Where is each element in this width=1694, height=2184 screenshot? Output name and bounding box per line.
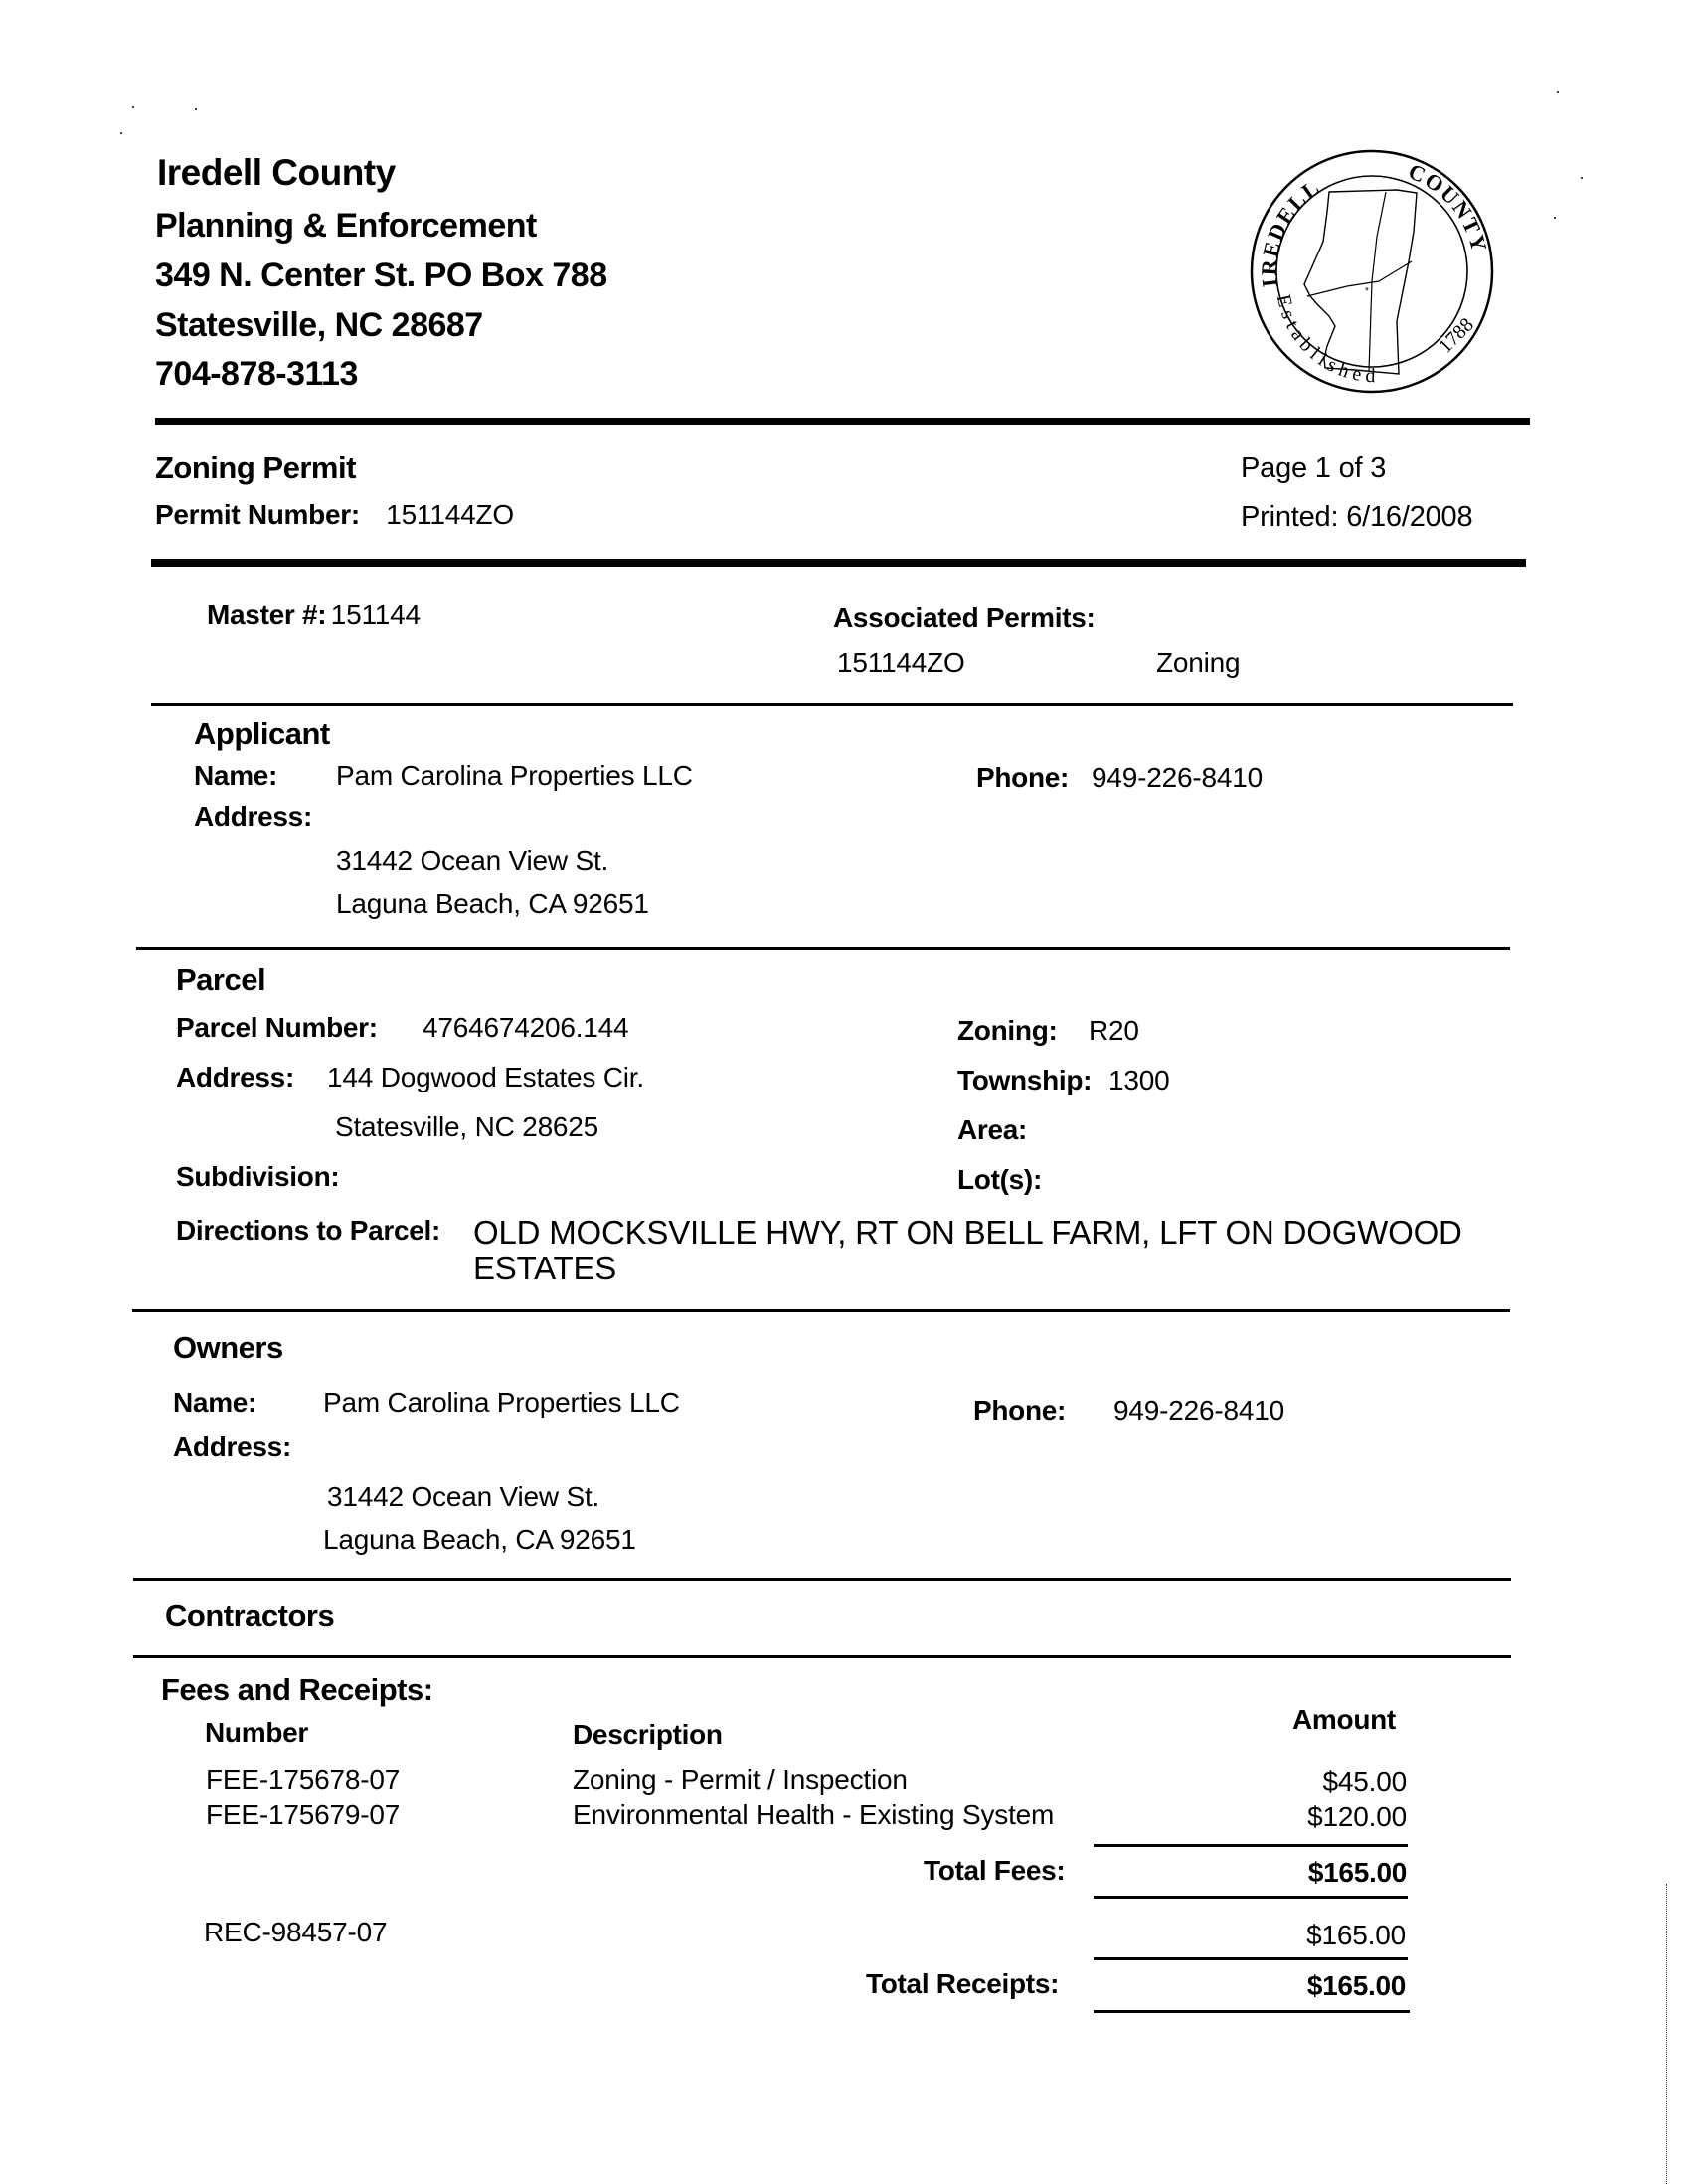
fee-row-number: FEE-175678-07 [206, 1764, 401, 1795]
org-street: 349 N. Center St. PO Box 788 [155, 256, 607, 294]
parcel-address-line2: Statesville, NC 28625 [335, 1111, 599, 1142]
total-receipts-value: $165.00 [1306, 1970, 1406, 2001]
parcel-divider [132, 1309, 1510, 1312]
svg-text:Established: Established [1271, 292, 1381, 388]
scan-speck [120, 132, 122, 134]
parcel-address-line1: 144 Dogwood Estates Cir. [327, 1062, 644, 1092]
parcel-number-value: 4764674206.144 [423, 1012, 629, 1043]
fee-row-amount: $120.00 [1307, 1801, 1407, 1832]
directions-line2: ESTATES [473, 1250, 617, 1286]
associated-permit-type: Zoning [1156, 647, 1241, 678]
permit-number-row [155, 499, 514, 531]
fees-title: Fees and Receipts: [161, 1672, 433, 1707]
area-label: Area: [957, 1114, 1028, 1145]
fees-col-amount: Amount [1292, 1704, 1396, 1735]
applicant-address-label: Address: [194, 801, 312, 832]
total-receipts-label: Total Receipts: [866, 1968, 1060, 1999]
fee-row-number: FEE-175679-07 [206, 1799, 401, 1830]
applicant-phone: 949-226-8410 [1092, 762, 1263, 793]
svg-text:IREDELL: IREDELL [1256, 173, 1325, 289]
svg-text:COUNTY: COUNTY [1405, 158, 1493, 256]
applicant-address-line2: Laguna Beach, CA 92651 [336, 888, 649, 919]
lots-label: Lot(s): [957, 1164, 1042, 1195]
permit-number-label: Permit Number: [155, 499, 360, 530]
receipt-row-number: REC-98457-07 [204, 1917, 388, 1947]
subdivision-label: Subdivision: [176, 1161, 340, 1192]
total-fees-bottom-rule [1094, 1896, 1408, 1899]
owner-name: Pam Carolina Properties LLC [323, 1387, 680, 1418]
total-receipts-top-rule [1094, 1957, 1408, 1960]
scan-edge-line [1666, 1884, 1668, 2184]
org-city-state-zip: Statesville, NC 28687 [155, 306, 483, 344]
svg-text:*: * [1365, 286, 1369, 297]
fee-row-description: Zoning - Permit / Inspection [573, 1764, 908, 1795]
master-value: 151144 [330, 599, 421, 630]
applicant-name: Pam Carolina Properties LLC [336, 760, 693, 791]
owner-address-line2: Laguna Beach, CA 92651 [323, 1524, 636, 1555]
parcel-number-label: Parcel Number: [176, 1012, 378, 1043]
org-name: Iredell County [157, 152, 396, 193]
owners-title: Owners [173, 1330, 283, 1365]
contractors-divider [133, 1655, 1511, 1658]
master-divider [151, 703, 1513, 706]
org-phone: 704-878-3113 [155, 355, 358, 393]
master-row [207, 599, 421, 631]
fee-row-description: Environmental Health - Existing System [573, 1799, 1055, 1830]
svg-text:1788: 1788 [1434, 313, 1478, 358]
scan-speck [195, 108, 197, 110]
owners-divider [133, 1578, 1511, 1581]
owner-phone: 949-226-8410 [1113, 1395, 1284, 1426]
page-indicator: Page 1 of 3 [1241, 452, 1387, 484]
total-fees-label: Total Fees: [924, 1855, 1066, 1886]
scan-speck [132, 106, 134, 108]
header-divider [155, 418, 1530, 425]
associated-permits-label: Associated Permits: [833, 602, 1096, 633]
printed-date: Printed: 6/16/2008 [1241, 501, 1473, 533]
receipt-row-amount: $165.00 [1306, 1920, 1406, 1950]
scan-speck [1554, 217, 1556, 219]
fee-row-amount: $45.00 [1322, 1766, 1407, 1797]
total-receipts-bottom-rule [1094, 2010, 1410, 2013]
applicant-divider [136, 947, 1510, 950]
permit-divider [151, 559, 1526, 567]
contractors-title: Contractors [165, 1598, 335, 1633]
owner-phone-label: Phone: [973, 1395, 1067, 1426]
township-value: 1300 [1108, 1065, 1170, 1095]
parcel-address-label: Address: [176, 1062, 294, 1092]
total-fees-top-rule [1094, 1844, 1408, 1847]
fees-col-description: Description [573, 1719, 723, 1750]
applicant-phone-label: Phone: [976, 762, 1070, 793]
scan-speck [1581, 177, 1583, 179]
owner-name-label: Name: [173, 1387, 257, 1418]
zoning-value: R20 [1089, 1015, 1139, 1046]
department: Planning & Enforcement [155, 207, 537, 245]
owner-address-label: Address: [173, 1431, 291, 1462]
directions-line1: OLD MOCKSVILLE HWY, RT ON BELL FARM, LFT ON DOGWOOD [473, 1214, 1462, 1251]
fees-col-number: Number [205, 1717, 308, 1748]
permit-number-value: 151144ZO [386, 499, 514, 530]
county-seal-logo [1248, 147, 1496, 396]
parcel-title: Parcel [176, 962, 266, 997]
applicant-address-line1: 31442 Ocean View St. [336, 845, 609, 876]
directions-label: Directions to Parcel: [176, 1215, 441, 1246]
zoning-label: Zoning: [957, 1015, 1058, 1046]
owner-address-line1: 31442 Ocean View St. [327, 1481, 600, 1512]
applicant-title: Applicant [194, 716, 330, 751]
scan-speck [1557, 91, 1559, 93]
associated-permit-number: 151144ZO [837, 647, 965, 678]
total-fees-value: $165.00 [1307, 1857, 1407, 1888]
permit-title: Zoning Permit [155, 450, 356, 485]
applicant-name-label: Name: [194, 760, 278, 791]
township-label: Township: [957, 1065, 1093, 1095]
master-label: Master #: [207, 599, 327, 630]
